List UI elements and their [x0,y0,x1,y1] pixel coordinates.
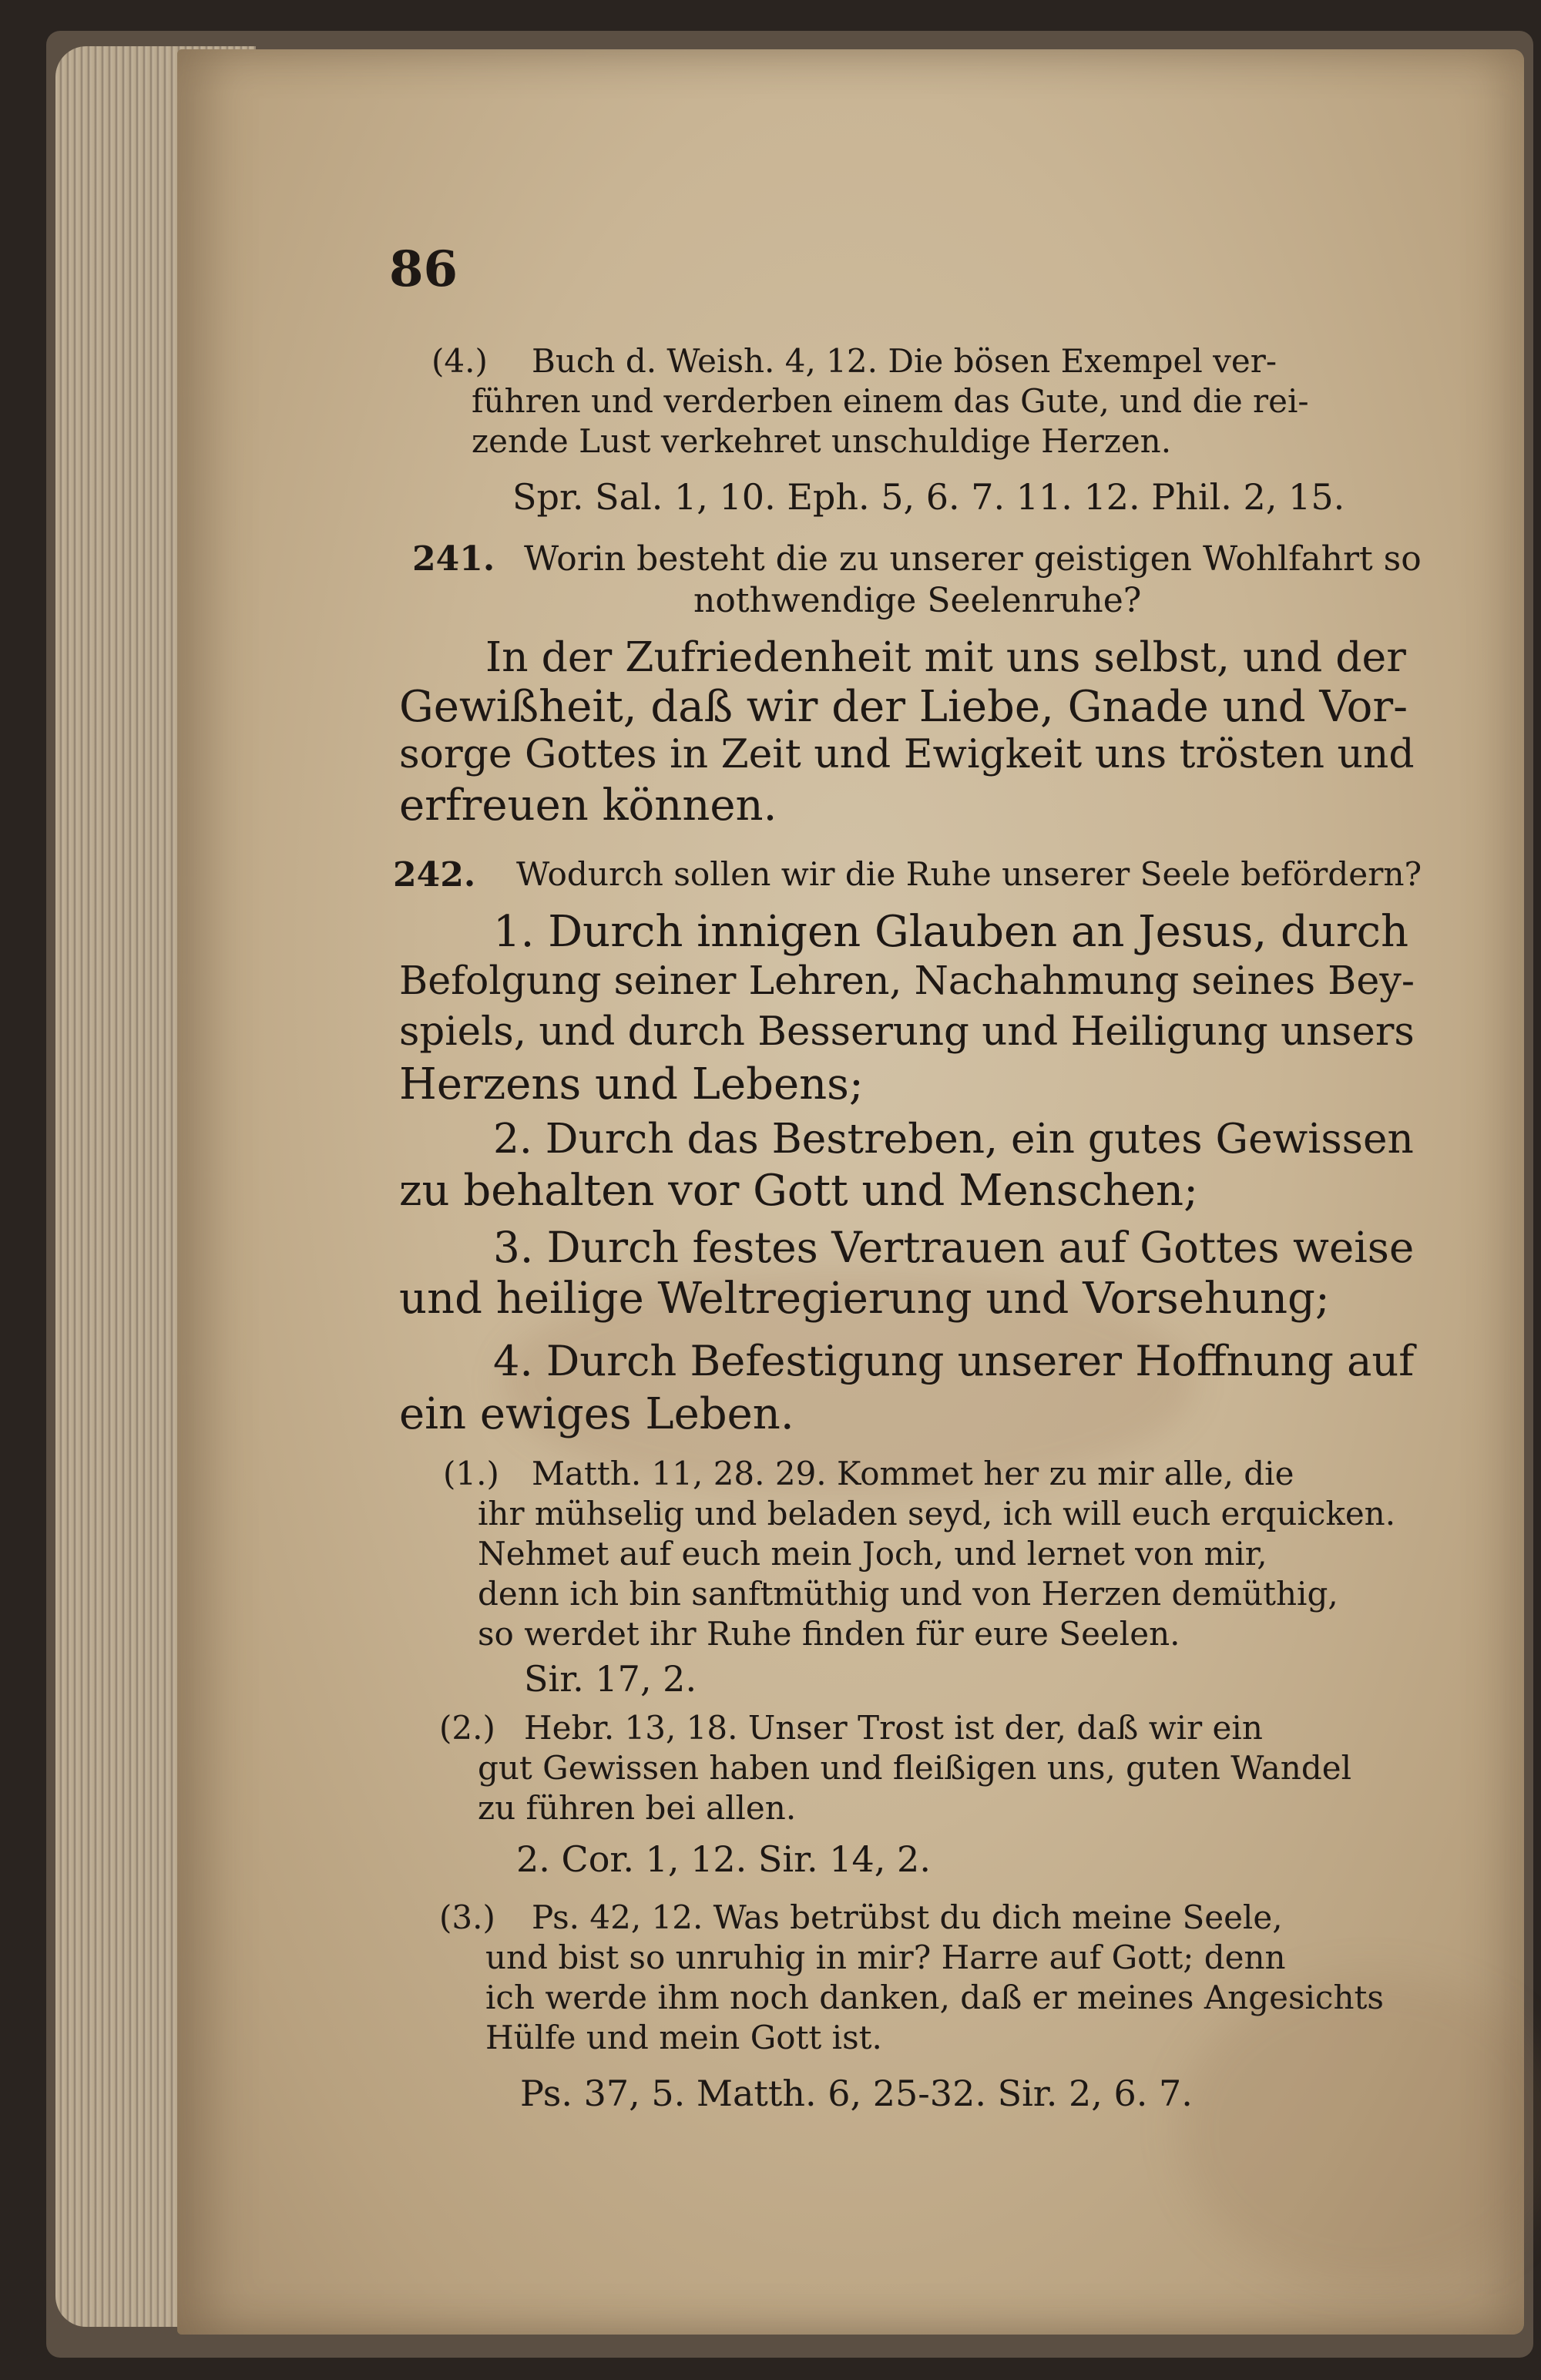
note-marker: (4.) [431,342,488,380]
question-line: Worin besteht die zu unserer geistigen Wohlfahrt so [524,539,1422,579]
question-number: 241. [412,539,495,579]
note-line: führen und verderben einem das Gute, und die rei- [472,382,1309,420]
note-references: Spr. Sal. 1, 10. Eph. 5, 6. 7. 11. 12. Phil. 2, 15. [512,476,1345,518]
answer-line: erfreuen können. [399,780,777,831]
answer-line: 1. Durch innigen Glauben an Jesus, durch [493,907,1409,957]
note-line: Ps. 42, 12. Was betrübst du dich meine Seele, [532,1898,1283,1936]
note-line: denn ich bin sanftmüthig und von Herzen demüthig, [478,1575,1338,1613]
answer-line: Herzens und Lebens; [399,1059,864,1109]
answer-line: In der Zufriedenheit mit uns selbst, und der [485,633,1406,681]
answer-line: 4. Durch Befestigung unserer Hoffnung auf [493,1337,1415,1385]
question-line: Wodurch sollen wir die Ruhe unserer Seele befördern? [516,855,1422,893]
note-line: Hebr. 13, 18. Unser Trost ist der, daß wir ein [524,1709,1263,1747]
note-references: 2. Cor. 1, 12. Sir. 14, 2. [516,1838,931,1880]
note-marker: (2.) [439,1709,495,1747]
answer-line: spiels, und durch Besserung und Heiligung unsers [399,1009,1415,1055]
note-marker: (1.) [443,1455,499,1492]
answer-line: ein ewiges Leben. [399,1389,794,1439]
note-line: ich werde ihm noch danken, daß er meines Angesichts [485,1979,1384,2016]
page-number: 86 [389,240,458,298]
note-line: Matth. 11, 28. 29. Kommet her zu mir alle, die [532,1455,1294,1492]
note-line: Buch d. Weish. 4, 12. Die bösen Exempel ver- [532,342,1277,380]
question-number: 242. [393,855,476,895]
note-line: zu führen bei allen. [478,1789,797,1827]
note-line: Nehmet auf euch mein Joch, und lernet von mir, [478,1535,1267,1573]
note-line: Hülfe und mein Gott ist. [485,2019,882,2056]
note-line: gut Gewissen haben und fleißigen uns, guten Wandel [478,1749,1352,1787]
note-line: zende Lust verkehret unschuldige Herzen. [472,422,1172,460]
answer-line: 3. Durch festes Vertrauen auf Gottes weise [493,1223,1415,1272]
answer-line: Gewißheit, daß wir der Liebe, Gnade und Vor- [399,682,1408,732]
note-line: ihr mühselig und beladen seyd, ich will euch erquicken. [478,1495,1396,1532]
note-line: so werdet ihr Ruhe finden für eure Seelen. [478,1615,1180,1653]
answer-line: sorge Gottes in Zeit und Ewigkeit uns trösten und [399,731,1415,777]
note-references: Ps. 37, 5. Matth. 6, 25-32. Sir. 2, 6. 7. [520,2073,1193,2114]
answer-line: zu behalten vor Gott und Menschen; [399,1166,1198,1216]
answer-line: und heilige Weltregierung und Vorsehung; [399,1274,1330,1324]
note-line: und bist so unruhig in mir? Harre auf Gott; denn [485,1939,1286,1976]
note-marker: (3.) [439,1898,495,1936]
question-line: nothwendige Seelenruhe? [693,581,1142,620]
answer-line: Befolgung seiner Lehren, Nachahmung seines Bey- [399,958,1415,1003]
note-references: Sir. 17, 2. [524,1658,697,1700]
page-stain [1179,1976,1541,2284]
answer-line: 2. Durch das Bestreben, ein gutes Gewissen [493,1115,1414,1163]
